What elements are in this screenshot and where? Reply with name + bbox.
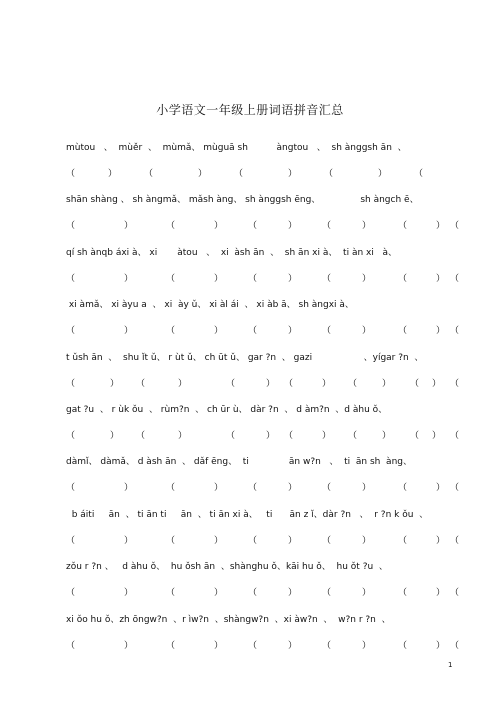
open-bracket: （ (410, 378, 420, 389)
close-bracket: ） (362, 326, 372, 337)
open-bracket: （ (398, 483, 408, 494)
close-bracket: ） (362, 221, 372, 232)
bracket-answer-row (66, 220, 460, 232)
open-bracket: （ (144, 169, 154, 179)
open-bracket: （ (248, 326, 258, 337)
open-bracket: （ (248, 535, 258, 546)
pinyin-line: dàmǐ、 dàmǎ、 d àsh ān 、 dǎf ēng、 ti ān w?n 、 ti ān sh àng、 (66, 457, 412, 468)
open-bracket: （ (248, 221, 258, 232)
open-bracket: （ (322, 326, 332, 337)
close-bracket: ） (322, 431, 332, 441)
open-bracket: （ (398, 640, 408, 651)
close-bracket: ） (436, 640, 446, 651)
page-title: 小学语文一年级上册词语拼音汇总 (156, 103, 344, 117)
close-bracket: ） (432, 431, 442, 441)
bracket-answer-row (66, 640, 460, 652)
open-bracket: （ (398, 588, 408, 599)
pinyin-line: shān shàng 、 sh àngmǎ、 mǎsh àng、 sh ànggsh ēng、 sh àngch ē、 (66, 195, 419, 206)
open-bracket: （ (450, 326, 460, 337)
bracket-answer-row (66, 168, 450, 180)
open-bracket: （ (322, 221, 332, 232)
close-bracket: ） (322, 378, 332, 389)
close-bracket: ） (124, 273, 134, 284)
close-bracket: ） (124, 326, 134, 337)
close-bracket: ） (266, 378, 276, 389)
close-bracket: ） (436, 326, 446, 337)
close-bracket: ） (266, 431, 276, 441)
close-bracket: ） (124, 535, 134, 546)
close-bracket: ） (288, 483, 298, 494)
open-bracket: （ (248, 483, 258, 494)
open-bracket: （ (248, 640, 258, 651)
open-bracket: （ (284, 378, 294, 389)
open-bracket: （ (66, 326, 76, 337)
close-bracket: ） (108, 169, 118, 179)
pinyin-line: qí sh ànqb áxi à、 xi àtou 、 xi àsh ān 、 sh ān xi à、 ti àn xi à、 (66, 247, 397, 258)
close-bracket: ） (124, 221, 134, 232)
open-bracket: （ (322, 273, 332, 284)
close-bracket: ） (214, 535, 224, 546)
open-bracket: （ (410, 431, 420, 441)
close-bracket: ） (288, 169, 298, 179)
bracket-answer-row (66, 587, 460, 599)
open-bracket: （ (398, 326, 408, 337)
open-bracket: （ (398, 221, 408, 232)
open-bracket: （ (66, 483, 76, 494)
close-bracket: ） (288, 221, 298, 232)
close-bracket: ） (288, 588, 298, 599)
open-bracket: （ (398, 535, 408, 546)
open-bracket: （ (166, 221, 176, 232)
pinyin-line: mùtou 、 mùěr 、 mùmǎ、 mùguā sh àngtou 、 sh ànggsh ān 、 (66, 143, 407, 153)
bracket-answer-row (66, 535, 460, 547)
open-bracket: （ (166, 588, 176, 599)
close-bracket: ） (436, 221, 446, 232)
pinyin-line: gat ?u 、 r ùk ǒu 、 rùm?n 、 ch ūr ù、 dàr ?n 、 d àm?n 、d àhu ǒ、 (66, 405, 388, 415)
close-bracket: ） (382, 431, 392, 441)
open-bracket: （ (66, 431, 76, 441)
pinyin-line: xi ǒo hu ǒ、zh ōngw?n 、r ìw?n 、shàngw?n 、xi àw?n 、 w?n r ?n 、 (66, 614, 391, 625)
open-bracket: （ (348, 378, 358, 389)
bracket-answer-row (66, 273, 460, 285)
close-bracket: ） (124, 588, 134, 599)
close-bracket: ） (288, 640, 298, 651)
close-bracket: ） (288, 273, 298, 284)
close-bracket: ） (124, 483, 134, 494)
bracket-answer-row (66, 378, 460, 390)
close-bracket: ） (382, 378, 392, 389)
open-bracket: （ (248, 273, 258, 284)
close-bracket: ） (214, 221, 224, 232)
close-bracket: ） (436, 588, 446, 599)
close-bracket: ） (110, 431, 120, 441)
open-bracket: （ (450, 535, 460, 546)
close-bracket: ） (436, 535, 446, 546)
close-bracket: ） (178, 378, 188, 389)
close-bracket: ） (124, 640, 134, 651)
open-bracket: （ (450, 273, 460, 284)
open-bracket: （ (322, 588, 332, 599)
bracket-answer-row (66, 482, 460, 494)
open-bracket: （ (234, 169, 244, 179)
open-bracket: （ (414, 169, 424, 179)
close-bracket: ） (214, 273, 224, 284)
pinyin-line: t ǔsh ān 、 shu ǐt ǔ、 r ùt ǔ、 ch ūt ǔ、 gar ?n 、 gazi 、yígar ?n 、 (66, 352, 424, 363)
close-bracket: ） (214, 483, 224, 494)
open-bracket: （ (324, 169, 334, 179)
pinyin-line: b áiti ān 、 ti ān ti ān 、 ti ān xi à、 ti ān z ǐ、dàr ?n 、 r ?n k ǒu 、 (66, 509, 429, 520)
close-bracket: ） (362, 273, 372, 284)
open-bracket: （ (166, 535, 176, 546)
open-bracket: （ (398, 273, 408, 284)
open-bracket: （ (66, 169, 76, 179)
open-bracket: （ (322, 535, 332, 546)
page-number: 1 (448, 661, 453, 669)
close-bracket: ） (362, 483, 372, 494)
close-bracket: ） (178, 431, 188, 441)
close-bracket: ） (362, 588, 372, 599)
close-bracket: ） (436, 483, 446, 494)
close-bracket: ） (214, 588, 224, 599)
open-bracket: （ (450, 588, 460, 599)
open-bracket: （ (450, 431, 460, 441)
close-bracket: ） (378, 169, 388, 179)
close-bracket: ） (288, 535, 298, 546)
open-bracket: （ (322, 483, 332, 494)
close-bracket: ） (198, 169, 208, 179)
open-bracket: （ (450, 640, 460, 651)
open-bracket: （ (166, 326, 176, 337)
open-bracket: （ (450, 378, 460, 389)
close-bracket: ） (288, 326, 298, 337)
open-bracket: （ (66, 588, 76, 599)
open-bracket: （ (166, 640, 176, 651)
bracket-answer-row (66, 325, 460, 337)
bracket-answer-row (66, 430, 460, 442)
close-bracket: ） (432, 378, 442, 389)
open-bracket: （ (166, 483, 176, 494)
open-bracket: （ (136, 378, 146, 389)
pinyin-line: xi àmǎ、 xi àyu a 、 xi ày ǔ、 xi àl ái 、 xi àb ā、 sh àngxi à、 (66, 300, 354, 311)
open-bracket: （ (284, 431, 294, 441)
open-bracket: （ (66, 273, 76, 284)
close-bracket: ） (362, 640, 372, 651)
close-bracket: ） (214, 326, 224, 337)
open-bracket: （ (348, 431, 358, 441)
open-bracket: （ (450, 483, 460, 494)
pinyin-line: zǒu r ?n 、 d àhu ǒ、 hu ǒsh ān 、shànghu ǒ、kāi hu ǒ、 hu ǒt ?u 、 (66, 562, 388, 573)
open-bracket: （ (322, 640, 332, 651)
open-bracket: （ (66, 378, 76, 389)
open-bracket: （ (66, 640, 76, 651)
open-bracket: （ (136, 431, 146, 441)
open-bracket: （ (66, 221, 76, 232)
open-bracket: （ (166, 273, 176, 284)
close-bracket: ） (362, 535, 372, 546)
open-bracket: （ (226, 378, 236, 389)
close-bracket: ） (214, 640, 224, 651)
open-bracket: （ (248, 588, 258, 599)
close-bracket: ） (436, 273, 446, 284)
open-bracket: （ (226, 431, 236, 441)
close-bracket: ） (110, 378, 120, 389)
open-bracket: （ (450, 221, 460, 232)
open-bracket: （ (66, 535, 76, 546)
